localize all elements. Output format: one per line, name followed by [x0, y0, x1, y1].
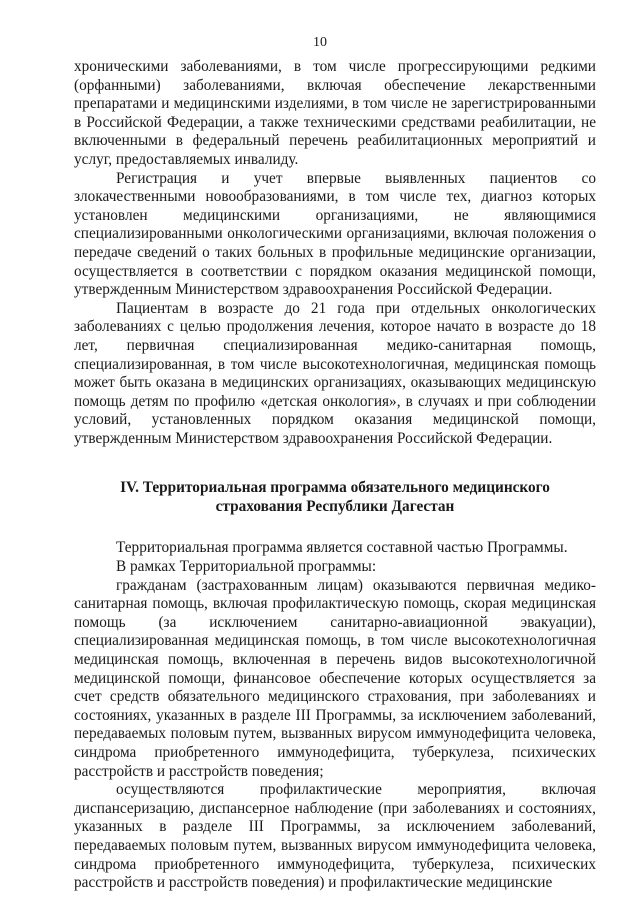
paragraph: Пациентам в возрасте до 21 года при отдельных онкологических заболеваниях с целью продолжения лечения, которое начато в возрасте до 18 лет, первичная специализированная медико-санитарная помощь, специализированная, в том числе высокотехнологичная, медицинская помощь может быть оказана в медицинских организациях, оказывающих медицинскую помощь детям по профилю «детская онкология», в случаях и при соблюдении условий, установленных порядком оказания медицинской помощи, утвержденным Министерством здравоохранения Российской Федерации.	[74, 299, 596, 447]
page-number: 10	[313, 35, 327, 50]
section-title	[74, 478, 596, 516]
paragraph: Территориальная программа является составной частью Программы.	[116, 539, 568, 557]
paragraph: хроническими заболеваниями, в том числе прогрессирующими редкими (орфанными) заболеваниями, включая обеспечение лекарственными препаратами и медицинскими изделиями, в том числе не зарегистрированными в Российской Федерации, а также техническими средствами реабилитации, не включенными в федеральный перечень реабилитационных мероприятий и услуг, предоставляемых инвалиду.	[74, 58, 596, 168]
section-title-line: страхования Республики Дагестан	[215, 498, 455, 516]
top-text-block	[74, 58, 596, 448]
paragraph: гражданам (застрахованным лицам) оказываются первичная медико-санитарная помощь, включая профилактическую помощь, скорая медицинская помощь (за исключением санитарно-авиационной эвакуации), специализированная медицинская помощь, в том числе высокотехнологичная медицинская помощь, включенная в перечень видов высокотехнологичной медицинской помощи, финансовое обеспечение которых осуществляется за счет средств обязательного медицинского страхования, при заболеваниях и состояниях, указанных в разделе III Программы, за исключением заболеваний, передаваемых половым путем, вызванных вирусом иммунодефицита человека, синдрома приобретенного иммунодефицита, туберкулеза, психических расстройств и расстройств поведения;	[74, 576, 596, 780]
paragraph: В рамках Территориальной программы:	[116, 558, 377, 576]
paragraph: Регистрация и учет впервые выявленных пациентов со злокачественными новообразованиями, в том числе тех, диагноз которых установлен медицинскими организациями, не являющимися специализированными онкологическими организациями, включая положения о передаче сведений о таких больных в профильные медицинские организации, осуществляется в соответствии с порядком оказания медицинской помощи, утвержденным Министерством здравоохранения Российской Федерации.	[74, 169, 596, 299]
bottom-text-block	[74, 539, 596, 892]
paragraph: осуществляются профилактические мероприятия, включая диспансеризацию, диспансерное наблюдение (при заболеваниях и состояниях, указанных в разделе III Программы, за исключением заболеваний, передаваемых половым путем, вызванных вирусом иммунодефицита человека, синдрома приобретенного иммунодефицита, туберкулеза, психических расстройств и расстройств поведения) и профилактические медицинские	[74, 781, 596, 892]
section-title-line: IV. Территориальная программа обязательного медицинского	[120, 479, 550, 497]
